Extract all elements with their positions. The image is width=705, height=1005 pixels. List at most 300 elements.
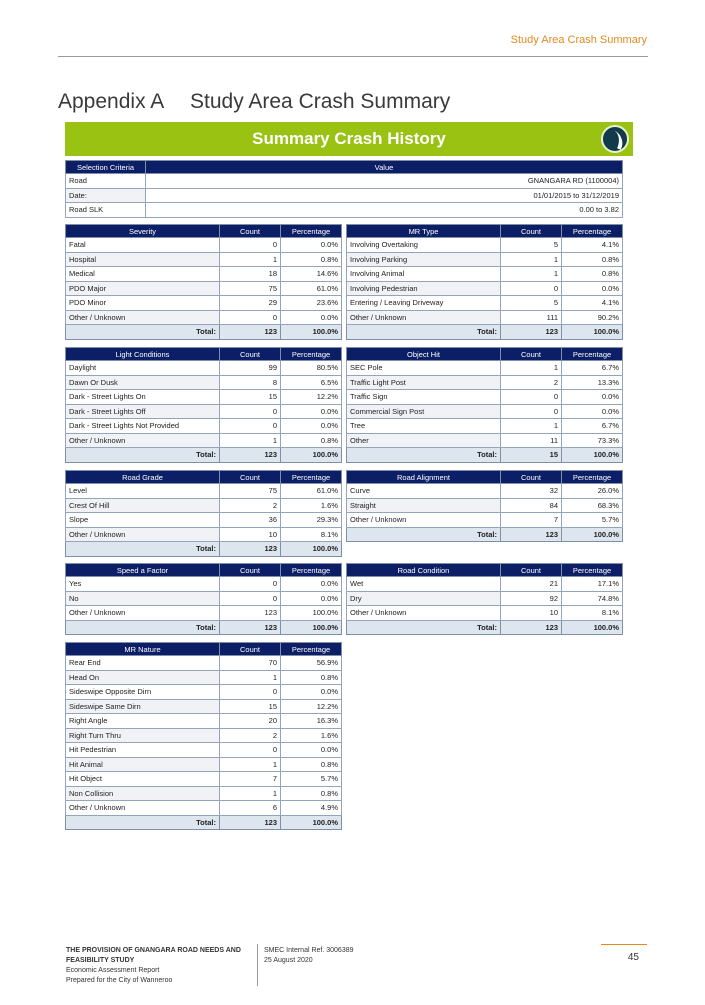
count-cell: 1 xyxy=(220,252,281,267)
table-row xyxy=(66,577,342,592)
table-row xyxy=(347,591,623,606)
count-cell: 92 xyxy=(501,591,562,606)
percentage-cell: 12.2% xyxy=(281,699,342,714)
table-row xyxy=(66,513,342,528)
percentage-cell: 8.1% xyxy=(562,606,623,621)
row-label: PDO Minor xyxy=(66,296,220,311)
page-number: 45 xyxy=(627,952,639,963)
percentage-cell: 0.8% xyxy=(281,786,342,801)
row-label: Hit Object xyxy=(66,772,220,787)
percentage-cell: 61.0% xyxy=(281,484,342,499)
count-cell: 1 xyxy=(501,361,562,376)
row-label: Other xyxy=(347,433,501,448)
table-row xyxy=(347,281,623,296)
column-header: Percentage xyxy=(562,348,623,361)
count-cell: 111 xyxy=(501,310,562,325)
footer-reference xyxy=(264,946,354,966)
percentage-cell: 6.5% xyxy=(281,375,342,390)
count-cell: 0 xyxy=(501,390,562,405)
row-label: Wet xyxy=(347,577,501,592)
row-label: Daylight xyxy=(66,361,220,376)
table-row xyxy=(347,419,623,434)
row-label: Right Turn Thru xyxy=(66,728,220,743)
percentage-cell: 26.0% xyxy=(562,484,623,499)
row-label: Involving Overtaking xyxy=(347,238,501,253)
total-count: 123 xyxy=(220,620,281,635)
table-row xyxy=(66,174,623,189)
total-label: Total: xyxy=(66,815,220,830)
column-header: Road Alignment xyxy=(347,471,501,484)
row-label: Other / Unknown xyxy=(347,310,501,325)
footer-divider xyxy=(257,944,258,986)
road-alignment-table xyxy=(346,470,623,542)
percentage-cell: 1.6% xyxy=(281,498,342,513)
table-row xyxy=(66,267,342,282)
row-label: Traffic Light Post xyxy=(347,375,501,390)
table-row xyxy=(347,498,623,513)
row-label: Right Angle xyxy=(66,714,220,729)
count-cell: 75 xyxy=(220,281,281,296)
table-row xyxy=(347,375,623,390)
light-conditions-table xyxy=(65,347,342,463)
footer-internal-ref: SMEC Internal Ref. 3006389 xyxy=(264,947,354,954)
table-row xyxy=(347,296,623,311)
main-roads-logo-icon xyxy=(601,125,629,153)
table-row xyxy=(347,238,623,253)
percentage-cell: 0.0% xyxy=(281,577,342,592)
percentage-cell: 4.1% xyxy=(562,296,623,311)
running-header: Study Area Crash Summary xyxy=(510,34,647,46)
percentage-cell: 80.5% xyxy=(281,361,342,376)
column-header: Count xyxy=(220,564,281,577)
column-header: Percentage xyxy=(281,564,342,577)
total-count: 123 xyxy=(220,448,281,463)
count-cell: 0 xyxy=(220,591,281,606)
count-cell: 1 xyxy=(220,433,281,448)
column-header: Percentage xyxy=(562,564,623,577)
table-row xyxy=(66,310,342,325)
column-header: MR Type xyxy=(347,225,501,238)
total-percentage: 100.0% xyxy=(562,527,623,542)
count-cell: 1 xyxy=(501,267,562,282)
total-label: Total: xyxy=(347,620,501,635)
table-row xyxy=(347,404,623,419)
row-label: Involving Parking xyxy=(347,252,501,267)
table-row xyxy=(66,591,342,606)
total-row xyxy=(66,448,342,463)
count-cell: 15 xyxy=(220,390,281,405)
column-header: Count xyxy=(501,348,562,361)
percentage-cell: 56.9% xyxy=(281,656,342,671)
table-row xyxy=(66,433,342,448)
total-row xyxy=(66,815,342,830)
total-percentage: 100.0% xyxy=(562,620,623,635)
table-row xyxy=(66,714,342,729)
count-cell: 99 xyxy=(220,361,281,376)
total-percentage: 100.0% xyxy=(281,620,342,635)
column-header: Count xyxy=(220,471,281,484)
row-label: Hit Animal xyxy=(66,757,220,772)
column-header: Count xyxy=(220,225,281,238)
total-percentage: 100.0% xyxy=(281,448,342,463)
count-cell: 0 xyxy=(220,419,281,434)
table-row xyxy=(347,513,623,528)
total-label: Total: xyxy=(347,325,501,340)
severity-table xyxy=(65,224,342,340)
count-cell: 0 xyxy=(220,577,281,592)
total-row xyxy=(66,542,342,557)
percentage-cell: 0.8% xyxy=(281,252,342,267)
column-header: Severity xyxy=(66,225,220,238)
table-row xyxy=(66,296,342,311)
row-label: Other / Unknown xyxy=(66,433,220,448)
percentage-cell: 16.3% xyxy=(281,714,342,729)
object-hit-table xyxy=(346,347,623,463)
total-row xyxy=(347,527,623,542)
column-header: Count xyxy=(501,564,562,577)
percentage-cell: 61.0% xyxy=(281,281,342,296)
count-cell: 1 xyxy=(220,757,281,772)
row-label: Head On xyxy=(66,670,220,685)
table-row xyxy=(66,375,342,390)
count-cell: 15 xyxy=(220,699,281,714)
percentage-cell: 68.3% xyxy=(562,498,623,513)
percentage-cell: 13.3% xyxy=(562,375,623,390)
crash-summary-report xyxy=(65,122,633,834)
row-label: Dark - Street Lights Off xyxy=(66,404,220,419)
footer-project-title: THE PROVISION OF GNANGARA ROAD NEEDS AND FEASIBILITY STUDY xyxy=(66,947,241,964)
total-percentage: 100.0% xyxy=(281,542,342,557)
total-row xyxy=(66,325,342,340)
footer-accent-rule xyxy=(601,944,647,945)
column-header: Count xyxy=(501,225,562,238)
count-cell: 6 xyxy=(220,801,281,816)
column-header: Object Hit xyxy=(347,348,501,361)
percentage-cell: 14.6% xyxy=(281,267,342,282)
row-label: Sideswipe Opposite Dirn xyxy=(66,685,220,700)
table-header-row xyxy=(66,225,342,238)
row-label: Medical xyxy=(66,267,220,282)
count-cell: 11 xyxy=(501,433,562,448)
column-header: MR Nature xyxy=(66,643,220,656)
table-row xyxy=(66,786,342,801)
row-label: Dark - Street Lights On xyxy=(66,390,220,405)
table-row xyxy=(66,606,342,621)
count-cell: 7 xyxy=(501,513,562,528)
count-cell: 8 xyxy=(220,375,281,390)
appendix-heading xyxy=(58,90,450,114)
count-cell: 1 xyxy=(501,419,562,434)
row-label: Dry xyxy=(347,591,501,606)
table-row xyxy=(66,252,342,267)
count-cell: 7 xyxy=(220,772,281,787)
count-cell: 36 xyxy=(220,513,281,528)
table-row xyxy=(347,484,623,499)
percentage-cell: 74.8% xyxy=(562,591,623,606)
percentage-cell: 90.2% xyxy=(562,310,623,325)
row-label: Other / Unknown xyxy=(66,606,220,621)
percentage-cell: 0.0% xyxy=(281,591,342,606)
percentage-cell: 5.7% xyxy=(281,772,342,787)
table-header-row xyxy=(347,225,623,238)
row-label: Commercial Sign Post xyxy=(347,404,501,419)
total-row xyxy=(66,620,342,635)
column-header: Count xyxy=(220,348,281,361)
row-label: Other / Unknown xyxy=(66,801,220,816)
table-row xyxy=(66,419,342,434)
percentage-cell: 0.0% xyxy=(281,238,342,253)
total-row xyxy=(347,620,623,635)
total-percentage: 100.0% xyxy=(562,325,623,340)
count-cell: 21 xyxy=(501,577,562,592)
row-label: Hospital xyxy=(66,252,220,267)
total-count: 123 xyxy=(501,527,562,542)
column-header: Percentage xyxy=(281,643,342,656)
table-row xyxy=(347,606,623,621)
row-label: Traffic Sign xyxy=(347,390,501,405)
count-cell: 70 xyxy=(220,656,281,671)
table-row xyxy=(66,670,342,685)
table-header-row xyxy=(347,348,623,361)
percentage-cell: 0.8% xyxy=(281,433,342,448)
table-row xyxy=(66,656,342,671)
total-count: 123 xyxy=(220,542,281,557)
row-label: Tree xyxy=(347,419,501,434)
row-label: Fatal xyxy=(66,238,220,253)
table-row xyxy=(66,757,342,772)
row-label: Dawn Or Dusk xyxy=(66,375,220,390)
row-label: Non Collision xyxy=(66,786,220,801)
column-header: Light Conditions xyxy=(66,348,220,361)
table-header-row xyxy=(66,471,342,484)
table-row xyxy=(347,252,623,267)
count-cell: 29 xyxy=(220,296,281,311)
header-rule xyxy=(58,56,648,57)
percentage-cell: 6.7% xyxy=(562,361,623,376)
percentage-cell: 0.8% xyxy=(562,252,623,267)
table-row xyxy=(66,728,342,743)
table-row xyxy=(66,390,342,405)
column-header: Percentage xyxy=(562,471,623,484)
total-percentage: 100.0% xyxy=(281,815,342,830)
percentage-cell: 12.2% xyxy=(281,390,342,405)
total-count: 123 xyxy=(501,620,562,635)
row-label: Other / Unknown xyxy=(66,527,220,542)
count-cell: 18 xyxy=(220,267,281,282)
count-cell: 5 xyxy=(501,296,562,311)
percentage-cell: 8.1% xyxy=(281,527,342,542)
row-label: Other / Unknown xyxy=(347,513,501,528)
percentage-cell: 0.0% xyxy=(281,685,342,700)
table-row xyxy=(347,267,623,282)
count-cell: 0.00 to 3.82 xyxy=(146,203,623,218)
percentage-cell: 1.6% xyxy=(281,728,342,743)
row-label: Sideswipe Same Dirn xyxy=(66,699,220,714)
count-cell: 1 xyxy=(220,670,281,685)
count-cell: 0 xyxy=(220,743,281,758)
row-label: Involving Animal xyxy=(347,267,501,282)
mr-nature-table xyxy=(65,642,342,830)
table-header-row xyxy=(66,643,342,656)
appendix-number: Appendix A xyxy=(58,90,165,113)
table-row xyxy=(66,699,342,714)
row-label: Road SLK xyxy=(66,203,146,218)
total-label: Total: xyxy=(66,325,220,340)
row-label: Level xyxy=(66,484,220,499)
percentage-cell: 0.0% xyxy=(281,743,342,758)
row-label: No xyxy=(66,591,220,606)
table-header-row xyxy=(66,161,623,174)
count-cell: 1 xyxy=(220,786,281,801)
banner-title: Summary Crash History xyxy=(252,129,446,148)
total-count: 123 xyxy=(220,325,281,340)
table-row xyxy=(66,743,342,758)
road-condition-table xyxy=(346,563,623,635)
percentage-cell: 0.0% xyxy=(562,390,623,405)
table-row xyxy=(66,281,342,296)
mr-type-table xyxy=(346,224,623,340)
percentage-cell: 6.7% xyxy=(562,419,623,434)
summary-banner xyxy=(65,122,633,156)
table-row xyxy=(347,310,623,325)
column-header: Count xyxy=(501,471,562,484)
column-header: Percentage xyxy=(281,471,342,484)
footer-report-type: Economic Assessment Report xyxy=(66,967,160,974)
table-header-row xyxy=(347,564,623,577)
table-row xyxy=(347,390,623,405)
table-row xyxy=(66,772,342,787)
column-header: Road Condition xyxy=(347,564,501,577)
table-row xyxy=(347,361,623,376)
table-row xyxy=(347,577,623,592)
total-label: Total: xyxy=(66,448,220,463)
table-row xyxy=(66,404,342,419)
percentage-cell: 17.1% xyxy=(562,577,623,592)
total-count: 123 xyxy=(501,325,562,340)
percentage-cell: 0.8% xyxy=(281,670,342,685)
count-cell: GNANGARA RD (1100004) xyxy=(146,174,623,189)
total-percentage: 100.0% xyxy=(281,325,342,340)
percentage-cell: 0.0% xyxy=(562,404,623,419)
footer-project-info xyxy=(66,946,252,986)
table-row xyxy=(66,238,342,253)
table-row xyxy=(66,203,623,218)
row-label: Yes xyxy=(66,577,220,592)
footer-prepared-for: Prepared for the City of Wanneroo xyxy=(66,977,173,984)
count-cell: 2 xyxy=(220,728,281,743)
count-cell: 5 xyxy=(501,238,562,253)
count-cell: 0 xyxy=(220,404,281,419)
percentage-cell: 4.1% xyxy=(562,238,623,253)
column-header: Road Grade xyxy=(66,471,220,484)
percentage-cell: 5.7% xyxy=(562,513,623,528)
table-header-row xyxy=(66,348,342,361)
row-label: Date: xyxy=(66,188,146,203)
row-label: PDO Major xyxy=(66,281,220,296)
count-cell: 0 xyxy=(220,685,281,700)
count-cell: 0 xyxy=(220,238,281,253)
count-cell: 2 xyxy=(501,375,562,390)
table-row xyxy=(66,527,342,542)
count-cell: 84 xyxy=(501,498,562,513)
count-cell: 20 xyxy=(220,714,281,729)
row-label: Dark - Street Lights Not Provided xyxy=(66,419,220,434)
column-header: Selection Criteria xyxy=(66,161,146,174)
count-cell: 123 xyxy=(220,606,281,621)
percentage-cell: 0.0% xyxy=(281,310,342,325)
total-row xyxy=(347,448,623,463)
row-label: Curve xyxy=(347,484,501,499)
percentage-cell: 0.8% xyxy=(562,267,623,282)
column-header: Count xyxy=(220,643,281,656)
speed-factor-table xyxy=(65,563,342,635)
row-label: Road xyxy=(66,174,146,189)
table-header-row xyxy=(347,471,623,484)
row-label: SEC Pole xyxy=(347,361,501,376)
table-row xyxy=(66,484,342,499)
footer-date: 25 August 2020 xyxy=(264,957,313,964)
count-cell: 2 xyxy=(220,498,281,513)
count-cell: 75 xyxy=(220,484,281,499)
column-header: Speed a Factor xyxy=(66,564,220,577)
row-label: Straight xyxy=(347,498,501,513)
row-label: Slope xyxy=(66,513,220,528)
count-cell: 32 xyxy=(501,484,562,499)
count-cell: 0 xyxy=(501,404,562,419)
column-header: Percentage xyxy=(281,225,342,238)
count-cell: 1 xyxy=(501,252,562,267)
percentage-cell: 0.0% xyxy=(562,281,623,296)
percentage-cell: 4.9% xyxy=(281,801,342,816)
count-cell: 01/01/2015 to 31/12/2019 xyxy=(146,188,623,203)
total-percentage: 100.0% xyxy=(562,448,623,463)
count-cell: 10 xyxy=(501,606,562,621)
row-label: Rear End xyxy=(66,656,220,671)
table-row xyxy=(66,361,342,376)
total-count: 123 xyxy=(220,815,281,830)
table-row xyxy=(66,801,342,816)
column-header: Percentage xyxy=(281,348,342,361)
row-label: Hit Pedestrian xyxy=(66,743,220,758)
percentage-cell: 0.0% xyxy=(281,419,342,434)
percentage-cell: 23.6% xyxy=(281,296,342,311)
percentage-cell: 0.8% xyxy=(281,757,342,772)
row-label: Entering / Leaving Driveway xyxy=(347,296,501,311)
total-count: 15 xyxy=(501,448,562,463)
column-header: Value xyxy=(146,161,623,174)
column-header: Percentage xyxy=(562,225,623,238)
row-label: Other / Unknown xyxy=(66,310,220,325)
table-row xyxy=(66,685,342,700)
table-header-row xyxy=(66,564,342,577)
total-label: Total: xyxy=(347,527,501,542)
total-label: Total: xyxy=(347,448,501,463)
appendix-title: Study Area Crash Summary xyxy=(190,90,451,113)
row-label: Other / Unknown xyxy=(347,606,501,621)
row-label: Crest Of Hill xyxy=(66,498,220,513)
total-label: Total: xyxy=(66,542,220,557)
table-row xyxy=(66,498,342,513)
table-row xyxy=(347,433,623,448)
percentage-cell: 73.3% xyxy=(562,433,623,448)
road-grade-table xyxy=(65,470,342,557)
percentage-cell: 0.0% xyxy=(281,404,342,419)
table-row xyxy=(66,188,623,203)
count-cell: 10 xyxy=(220,527,281,542)
count-cell: 0 xyxy=(501,281,562,296)
percentage-cell: 100.0% xyxy=(281,606,342,621)
count-cell: 0 xyxy=(220,310,281,325)
